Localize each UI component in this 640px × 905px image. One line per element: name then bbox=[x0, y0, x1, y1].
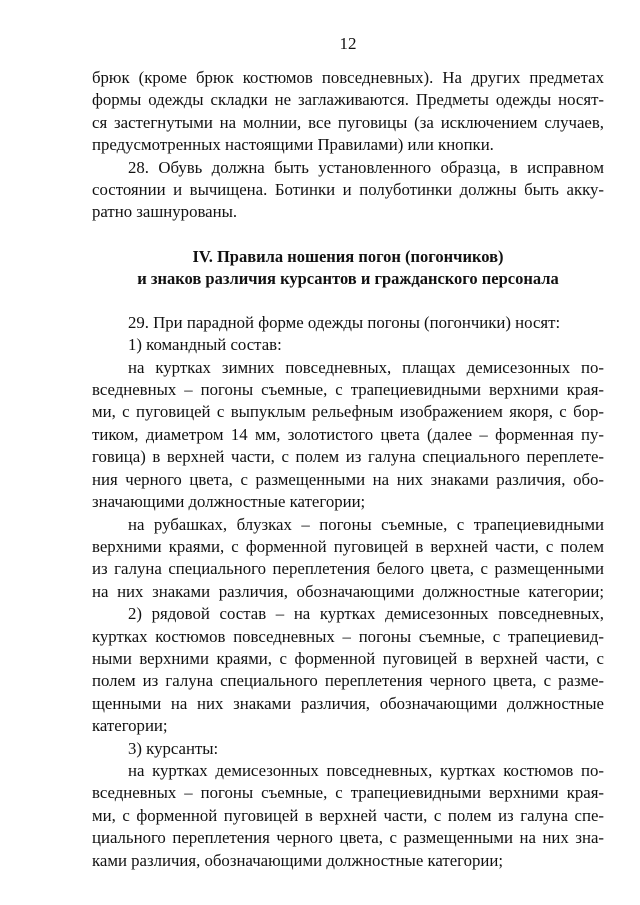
text-line: ными верхними краями, с форменной пуговицей в верхней части, с bbox=[92, 648, 604, 668]
text-line: на куртках зимних повседневных, плащах демисезонных по- bbox=[128, 357, 604, 377]
page-number: 12 bbox=[339, 34, 357, 53]
text-line: ми, с пуговицей с выпуклым рельефным изображением якоря, с бор- bbox=[92, 402, 604, 422]
text-line: категории; bbox=[92, 716, 168, 736]
text-line: значающими должностные категории; bbox=[92, 492, 366, 512]
text-line: предусмотренных настоящими Правилами) или кнопки. bbox=[92, 135, 494, 155]
text-line: полем из галуна специального переплетения черного цвета, с разме- bbox=[92, 671, 604, 691]
item-28 bbox=[92, 157, 604, 224]
text-line: формы одежды складки не заглаживаются. Предметы одежды носят- bbox=[92, 90, 604, 110]
text-line: на рубашках, блузках – погоны съемные, с трапециевидными bbox=[128, 514, 604, 534]
text-line: 1) командный состав: bbox=[128, 335, 282, 355]
heading-line: IV. Правила ношения погон (погончиков) bbox=[192, 246, 504, 266]
text-line: из галуна специального переплетения белого цвета, с размещенными bbox=[92, 559, 604, 579]
text-line: куртках костюмов повседневных – погоны съемные, с трапециевид- bbox=[92, 626, 604, 646]
intro-paragraph bbox=[92, 67, 604, 157]
item-29-3-a bbox=[92, 760, 604, 872]
text-line: ния черного цвета, с размещенными на них знаками различия, обо- bbox=[92, 469, 604, 489]
text-line: щенными на них знаками различия, обозначающими должностные bbox=[92, 693, 604, 713]
text-line: ратно зашнурованы. bbox=[92, 202, 238, 222]
item-29-1-b bbox=[92, 514, 604, 604]
text-line: состоянии и вычищена. Ботинки и полуботинки должны быть акку- bbox=[92, 180, 604, 200]
text-line: 2) рядовой состав – на куртках демисезонных повседневных, bbox=[128, 604, 604, 624]
item-29 bbox=[92, 312, 604, 357]
text-line: ся застегнутыми на молнии, все пуговицы (за исключением случаев, bbox=[92, 112, 604, 132]
text-line: тиком, диаметром 14 мм, золотистого цвета (далее – форменная пу- bbox=[92, 424, 604, 444]
item-29-2 bbox=[92, 603, 604, 737]
text-line: верхними краями, с форменной пуговицей в верхней части, с полем bbox=[92, 536, 604, 556]
text-line: 28. Обувь должна быть установленного образца, в исправном bbox=[128, 157, 604, 177]
item-29-3 bbox=[92, 738, 604, 760]
text-line: 29. При парадной форме одежды погоны (погончики) носят: bbox=[128, 312, 561, 332]
text-line: ками различия, обозначающими должностные категории; bbox=[92, 850, 504, 870]
text-line: брюк (кроме брюк костюмов повседневных). На других предметах bbox=[92, 68, 604, 87]
text-line: ми, с форменной пуговицей в верхней части, с полем из галуна спе- bbox=[92, 805, 604, 825]
text-line: вседневных – погоны съемные, с трапециевидными верхними края- bbox=[92, 380, 604, 400]
text-line: циального переплетения черного цвета, с размещенными на них зна- bbox=[92, 828, 604, 848]
text-line: 3) курсанты: bbox=[128, 738, 219, 758]
text-line: говица) в верхней части, с полем из галуна специального переплете- bbox=[92, 447, 604, 467]
section-heading bbox=[92, 246, 604, 290]
heading-line: и знаков различия курсантов и гражданского персонала bbox=[137, 268, 559, 288]
text-line: на них знаками различия, обозначающими должностные категории; bbox=[92, 581, 604, 601]
item-29-1-a bbox=[92, 357, 604, 514]
text-line: на куртках демисезонных повседневных, куртках костюмов по- bbox=[128, 760, 604, 780]
text-line: вседневных – погоны съемные, с трапециевидными верхними края- bbox=[92, 783, 604, 803]
